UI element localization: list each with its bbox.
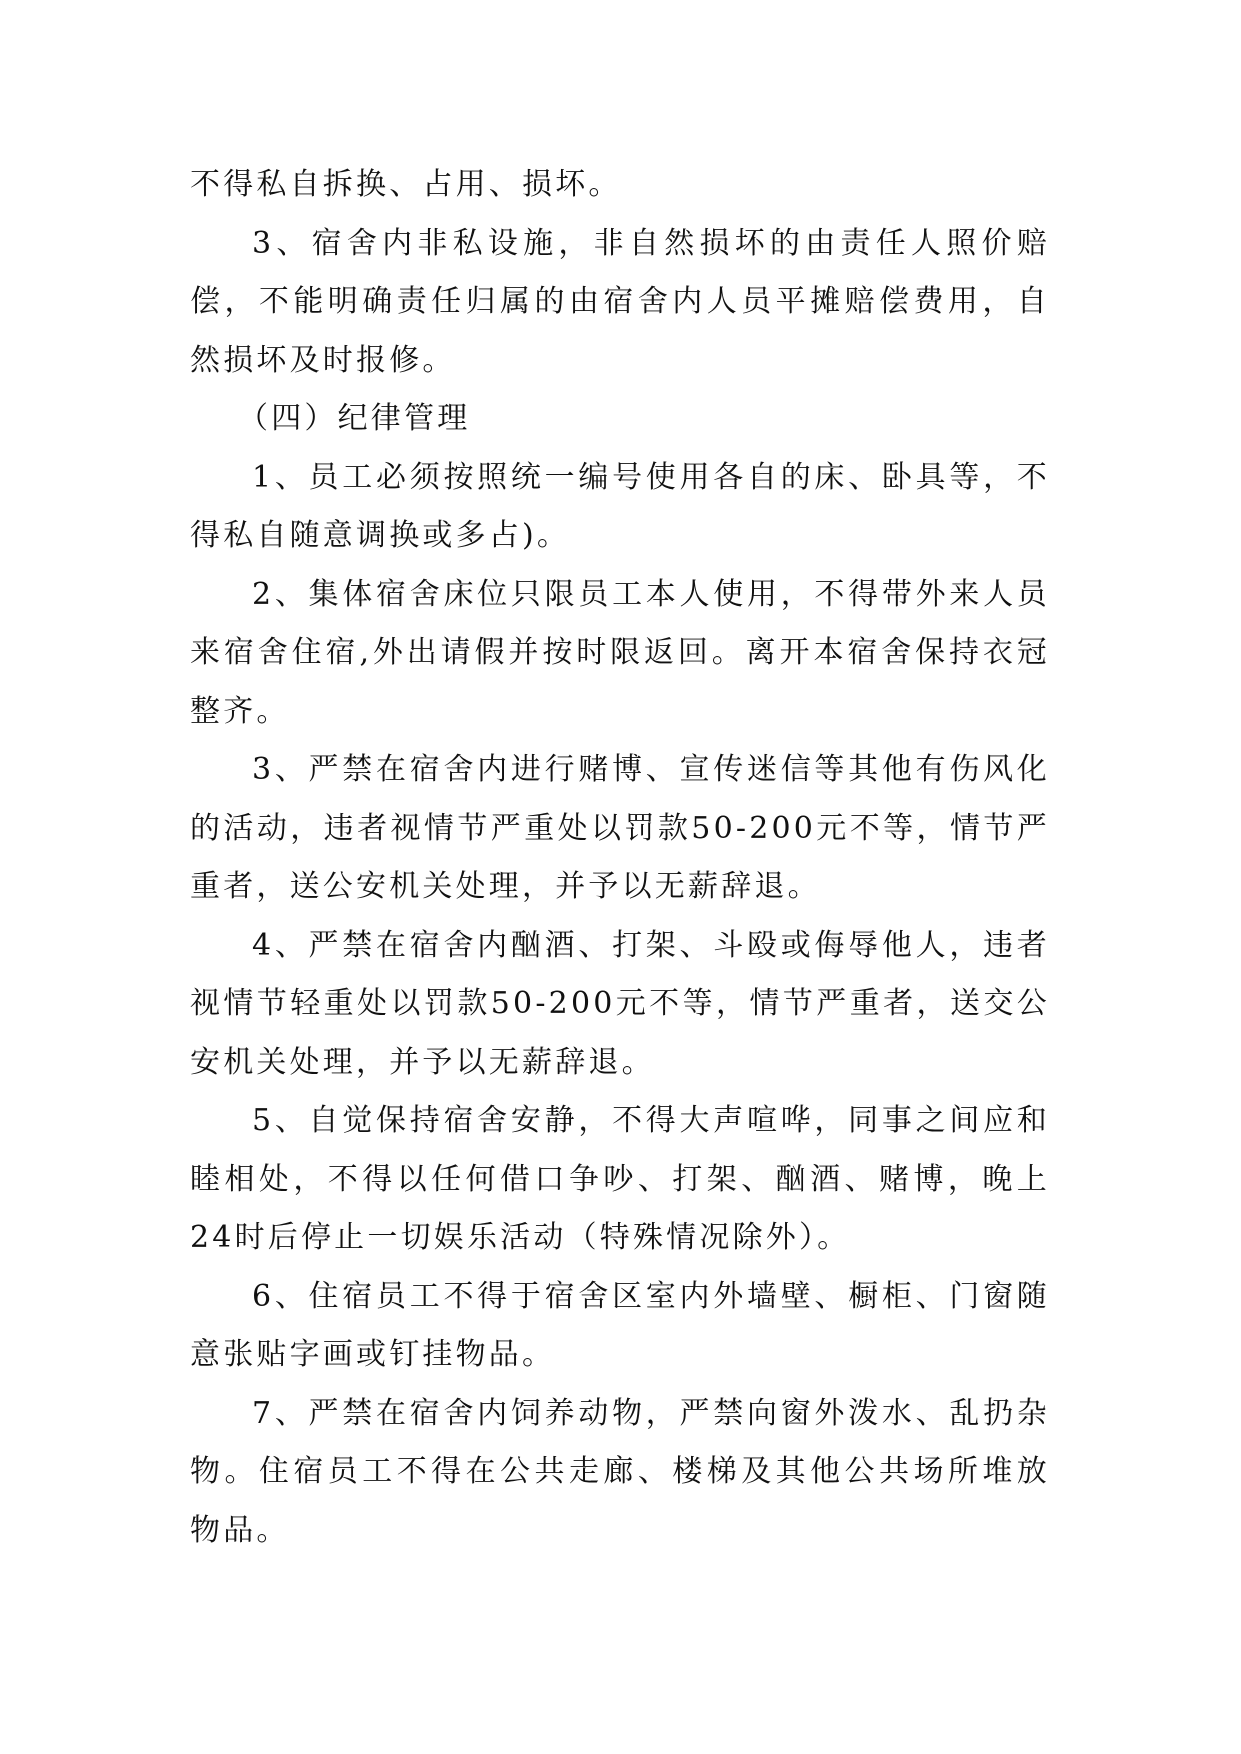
paragraph-rule-6: 6、住宿员工不得于宿舍区室内外墙壁、橱柜、门窗随意张贴字画或钉挂物品。 [190,1278,1050,1372]
paragraph-rule-3: 3、严禁在宿舍内进行赌博、宣传迷信等其他有伤风化的活动，违者视情节严重处以罚款50-200元不等，情节严重者，送公安机关处理，并予以无薪辞退。 [190,752,1050,904]
paragraph-1: 不得私自拆换、占用、损坏。 [190,167,622,202]
paragraph-rule-7: 7、严禁在宿舍内饲养动物，严禁向窗外泼水、乱扔杂物。住宿员工不得在公共走廊、楼梯及其他公共场所堆放物品。 [190,1395,1050,1548]
paragraph-rule-2: 2、集体宿舍床位只限员工本人使用，不得带外来人员来宿舍住宿,外出请假并按时限返回。离开本宿舍保持衣冠整齐。 [190,576,1050,729]
paragraph-rule-1: 1、员工必须按照统一编号使用各自的床、卧具等，不得私自随意调换或多占)。 [190,459,1050,553]
document-body [190,156,1050,1560]
section-heading-discipline: （四）纪律管理 [238,401,471,436]
paragraph-rule-5: 5、自觉保持宿舍安静，不得大声喧哗，同事之间应和睦相处，不得以任何借口争吵、打架、酗酒、赌博，晚上24时后停止一切娱乐活动（特殊情况除外）。 [190,1103,1050,1255]
paragraph-rule-4: 4、严禁在宿舍内酗酒、打架、斗殴或侮辱他人，违者视情节轻重处以罚款50-200元不等，情节严重者，送交公安机关处理，并予以无薪辞退。 [190,927,1050,1080]
paragraph-2: 3、宿舍内非私设施，非自然损坏的由责任人照价赔偿，不能明确责任归属的由宿舍内人员平摊赔偿费用，自然损坏及时报修。 [190,225,1050,378]
